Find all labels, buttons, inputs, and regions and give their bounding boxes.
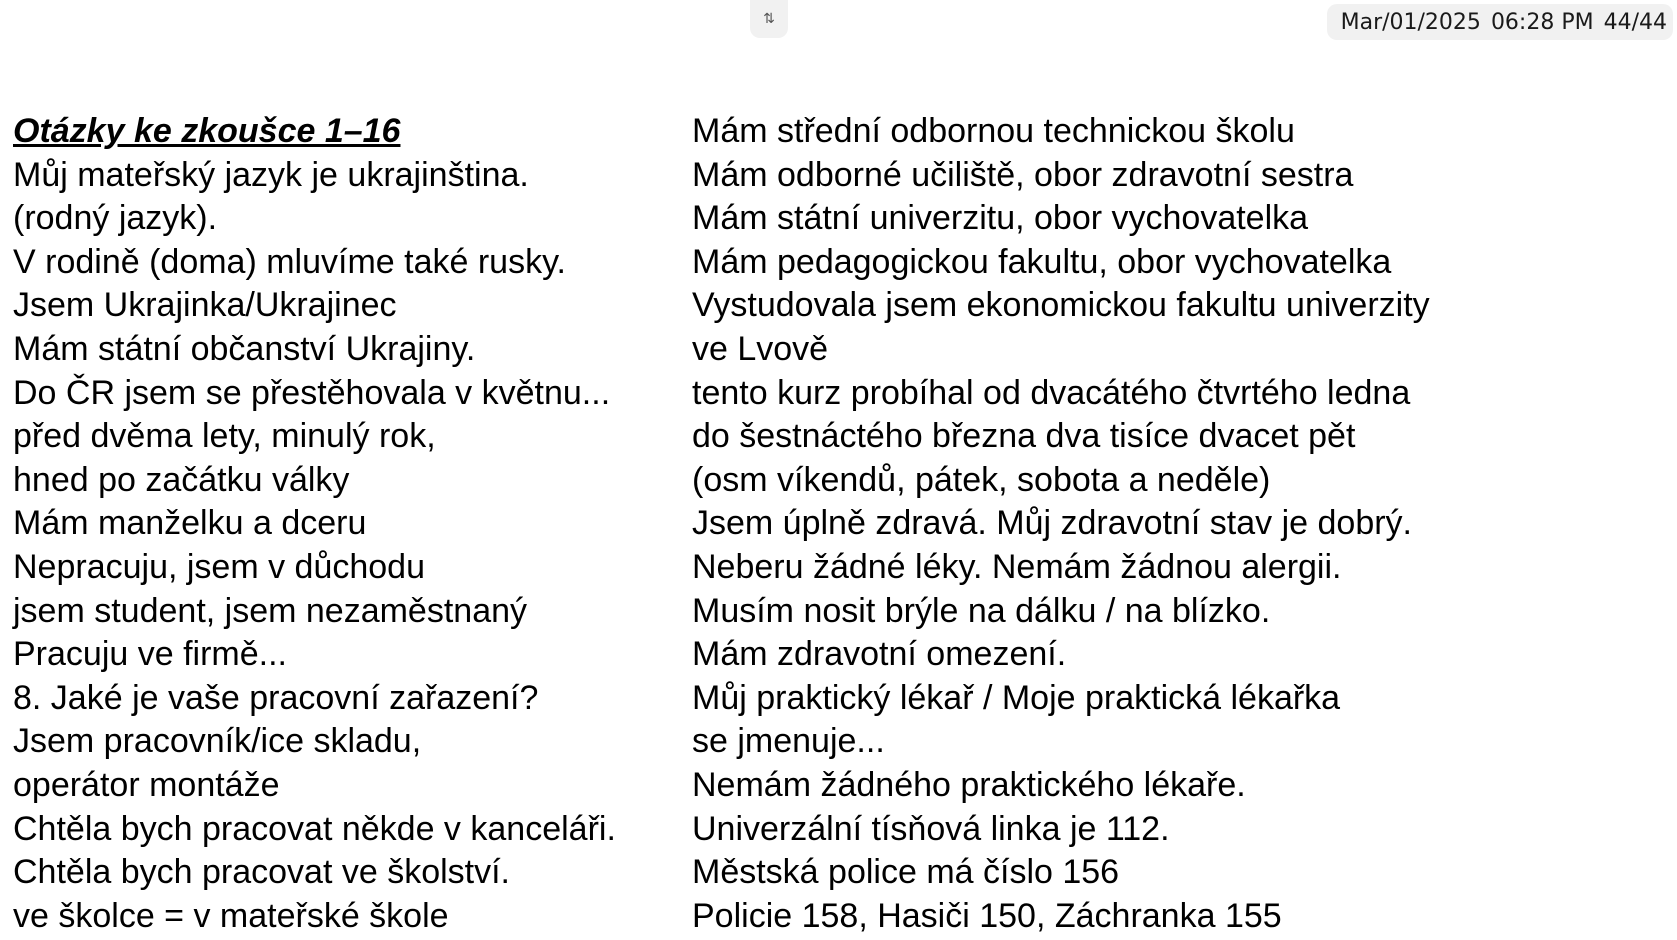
text-line: operátor montáže: [13, 765, 280, 804]
status-date: Mar/01/2025: [1340, 9, 1481, 35]
text-line: (osm víkendů, pátek, sobota a neděle): [692, 460, 1271, 499]
status-bar: [1327, 4, 1673, 40]
page-title: Otázky ke zkoušce 1–16: [13, 112, 401, 150]
text-line: Policie 158, Hasiči 150, Záchranka 155: [692, 896, 1282, 935]
text-line: Mám manželku a dceru: [13, 504, 367, 543]
text-line: Vystudovala jsem ekonomickou fakultu univerzity: [692, 286, 1430, 325]
text-line: 8. Jaké je vaše pracovní zařazení?: [13, 678, 539, 717]
text-line: Univerzální tísňová linka je 112.: [692, 809, 1170, 848]
text-line: Mám odborné učiliště, obor zdravotní sestra: [692, 155, 1354, 194]
text-line: Nemám žádného praktického lékaře.: [692, 765, 1246, 804]
text-line: Mám státní univerzitu, obor vychovatelka: [692, 199, 1309, 238]
text-line: tento kurz probíhal od dvacátého čtvrtého ledna: [692, 373, 1411, 412]
left-column: [13, 110, 683, 938]
text-line: Do ČR jsem se přestěhovala v květnu...: [13, 373, 611, 412]
text-line: se jmenuje...: [692, 722, 885, 761]
page-indicator: 44/44: [1603, 9, 1667, 35]
text-line: hned po začátku války: [13, 460, 350, 499]
text-line: Musím nosit brýle na dálku / na blízko.: [692, 591, 1271, 630]
text-line: Jsem Ukrajinka/Ukrajinec: [13, 286, 397, 325]
collapse-expand-icon: ⇅: [763, 11, 775, 27]
text-line: před dvěma lety, minulý rok,: [13, 417, 436, 456]
text-line: Pracuju ve firmě...: [13, 635, 287, 674]
text-line: jsem student, jsem nezaměstnaný: [13, 591, 528, 630]
text-line: Chtěla bych pracovat ve školství.: [13, 853, 511, 892]
text-line: Městská police má číslo 156: [692, 853, 1120, 892]
text-line: Jsem pracovník/ice skladu,: [13, 722, 422, 761]
text-line: ve Lvově: [692, 329, 829, 368]
text-line: Mám pedagogickou fakultu, obor vychovatelka: [692, 242, 1392, 281]
text-line: Mám státní občanství Ukrajiny.: [13, 329, 476, 368]
text-line: do šestnáctého března dva tisíce dvacet pět: [692, 417, 1356, 456]
text-line: Neberu žádné léky. Nemám žádnou alergii.: [692, 547, 1342, 586]
text-line: (rodný jazyk).: [13, 199, 218, 238]
text-line: Mám zdravotní omezení.: [692, 635, 1067, 674]
text-line: ve školce = v mateřské škole: [13, 896, 449, 935]
status-time: 06:28 PM: [1490, 9, 1594, 35]
right-column: [692, 110, 1672, 938]
text-line: Nepracuju, jsem v důchodu: [13, 547, 426, 586]
text-line: Můj mateřský jazyk je ukrajinština.: [13, 155, 529, 194]
text-line: Můj praktický lékař / Moje praktická lékařka: [692, 678, 1341, 717]
collapse-toolbar-handle[interactable]: [750, 0, 788, 38]
text-line: Mám střední odbornou technickou školu: [692, 112, 1295, 150]
text-line: Chtěla bych pracovat někde v kanceláři.: [13, 809, 616, 848]
text-line: Jsem úplně zdravá. Můj zdravotní stav je dobrý.: [692, 504, 1412, 543]
text-line: V rodině (doma) mluvíme také rusky.: [13, 242, 566, 281]
